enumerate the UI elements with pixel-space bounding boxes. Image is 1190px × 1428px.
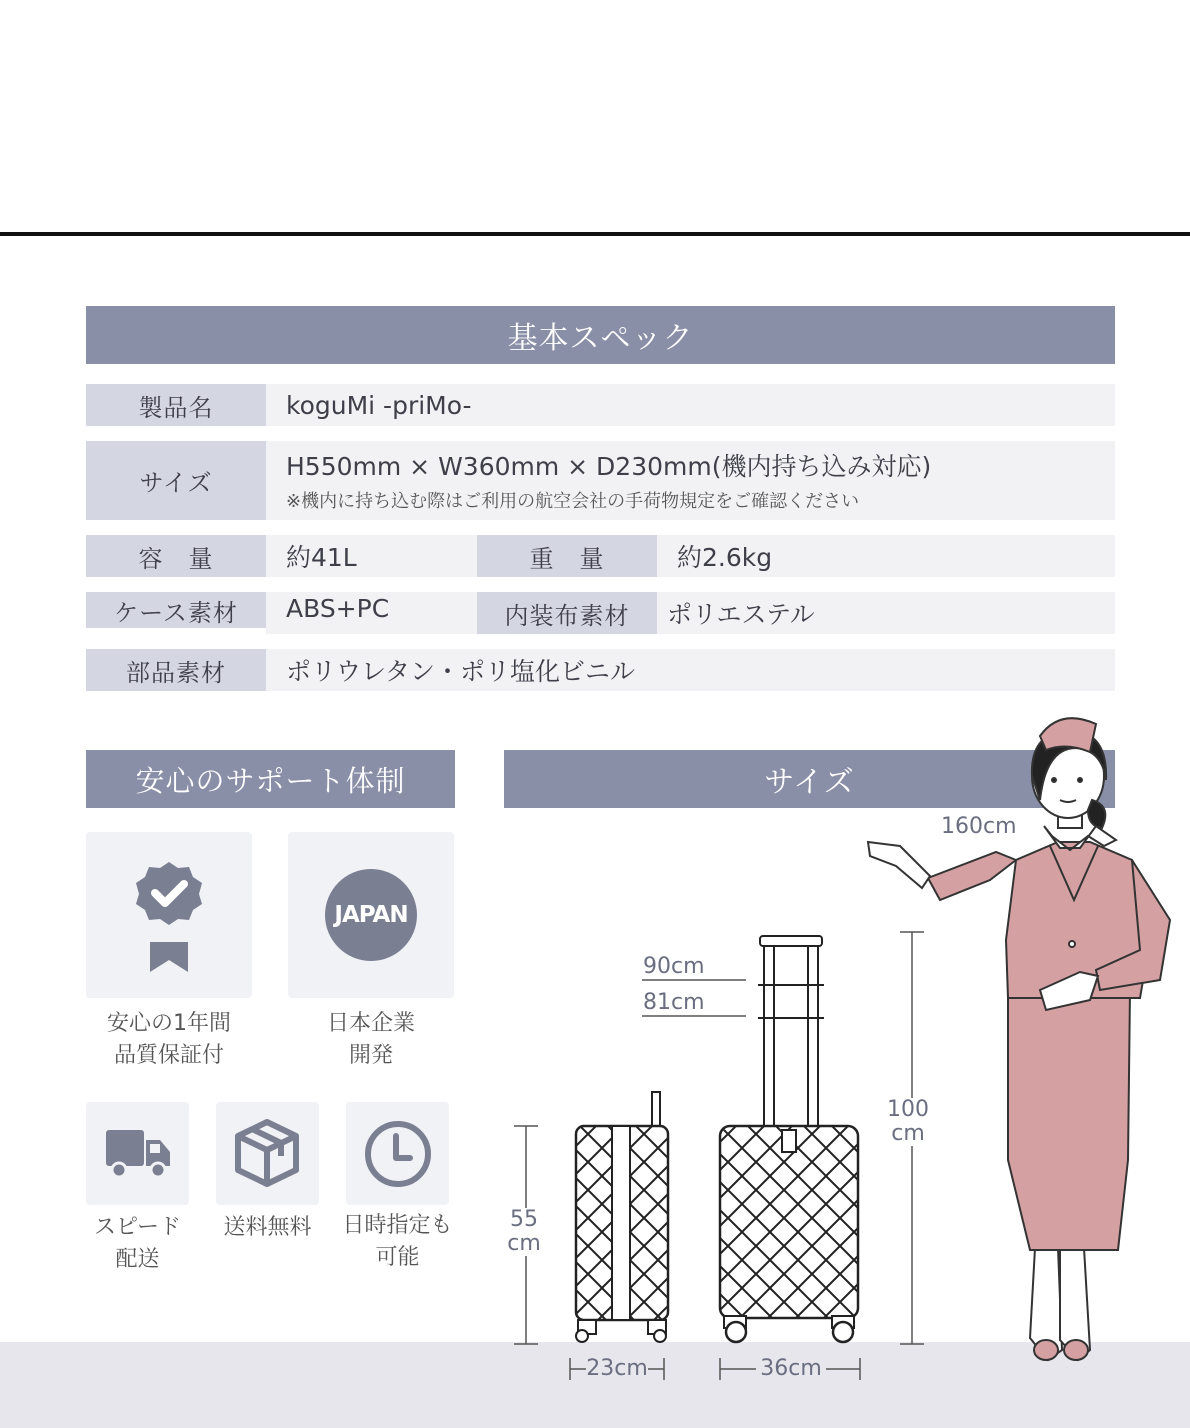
- lining-label: 内装布素材: [477, 592, 657, 634]
- lining-value: ポリエステル: [657, 592, 1115, 634]
- warranty-line2: 品質保証付: [113, 1043, 224, 1068]
- japan-line2: 開発: [348, 1043, 393, 1068]
- width-label: 36cm: [760, 1356, 822, 1381]
- free-shipping-caption: 送料無料: [223, 1215, 312, 1240]
- japan-line1: 日本企業: [326, 1011, 415, 1036]
- weight-label: 重 量: [477, 535, 657, 577]
- handle-low-label: 81cm: [643, 990, 705, 1015]
- suitcase-side-view: [576, 1092, 668, 1342]
- warranty-line1: 安心の1年間: [107, 1011, 231, 1036]
- suitcase-front-view: [720, 936, 858, 1342]
- size-title: サイズ: [504, 750, 1115, 808]
- size-label: サイズ: [86, 441, 266, 520]
- parts-label: 部品素材: [86, 649, 266, 691]
- case-height-label: [502, 1208, 546, 1256]
- size-value: H550mm × W360mm × D230mm(機内持ち込み対応): [286, 452, 932, 481]
- case-height-unit: cm: [507, 1231, 541, 1256]
- depth-label: 23cm: [586, 1356, 648, 1381]
- case-value: ABS+PC: [266, 592, 477, 634]
- total-height-label: [886, 1098, 930, 1146]
- capacity-label: 容 量: [86, 535, 266, 577]
- speed-line1: スピード: [93, 1215, 182, 1240]
- weight-value: 約2.6kg: [657, 535, 1115, 577]
- handle-high-label: 90cm: [643, 954, 705, 979]
- date-line2: 可能: [375, 1245, 420, 1270]
- case-height-value: 55: [510, 1207, 538, 1232]
- spec-title: 基本スペック: [86, 306, 1115, 364]
- total-height-unit: cm: [891, 1121, 925, 1146]
- size-note: ※機内に持ち込む際はご利用の航空会社の手荷物規定をご確認ください: [286, 491, 860, 512]
- name-label: 製品名: [86, 384, 266, 426]
- parts-value: ポリウレタン・ポリ塩化ビニル: [266, 649, 1115, 691]
- name-value: koguMi -priMo-: [266, 384, 1115, 426]
- japan-circle-icon: JAPAN: [325, 869, 417, 961]
- flight-attendant-figure: [868, 718, 1170, 1360]
- total-height-value: 100: [887, 1097, 929, 1122]
- support-title: 安心のサポート体制: [86, 750, 455, 808]
- date-line1: 日時指定も: [342, 1213, 453, 1238]
- speed-line2: 配送: [115, 1247, 160, 1272]
- case-label: ケース素材: [86, 592, 266, 628]
- capacity-value: 約41L: [266, 535, 477, 577]
- person-height-label: 160cm: [941, 814, 1017, 839]
